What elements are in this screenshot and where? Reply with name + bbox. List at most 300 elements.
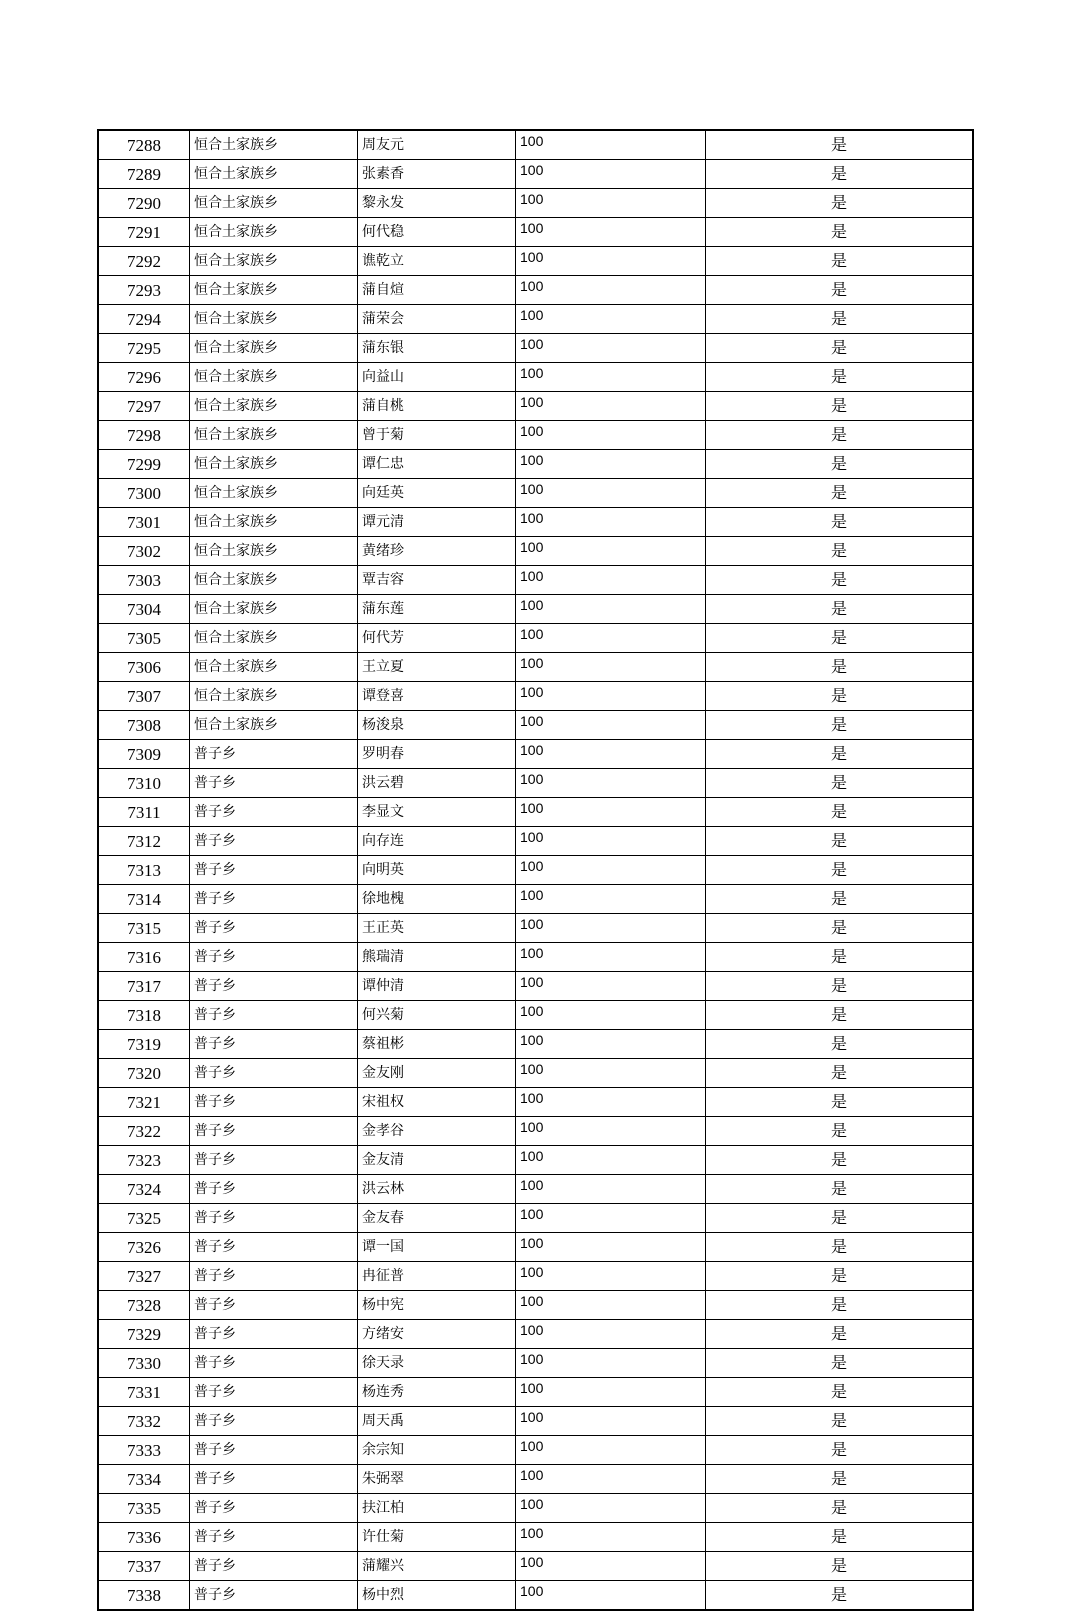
person-name-cell: 金友刚 xyxy=(358,1059,516,1088)
township-cell: 普子乡 xyxy=(190,1117,358,1146)
status-cell: 是 xyxy=(706,537,974,566)
table-body xyxy=(98,130,973,1610)
status-cell: 是 xyxy=(706,450,974,479)
status-cell: 是 xyxy=(706,1407,974,1436)
table-row xyxy=(98,1117,973,1146)
person-name-cell: 杨连秀 xyxy=(358,1378,516,1407)
status-cell: 是 xyxy=(706,1552,974,1581)
table-row xyxy=(98,1465,973,1494)
township-cell: 普子乡 xyxy=(190,1146,358,1175)
table-row xyxy=(98,479,973,508)
amount-cell: 100 xyxy=(516,1262,706,1291)
amount-cell: 100 xyxy=(516,972,706,1001)
data-table xyxy=(97,129,974,1611)
table-row xyxy=(98,189,973,218)
row-number-cell: 7293 xyxy=(98,276,190,305)
amount-cell: 100 xyxy=(516,160,706,189)
row-number-cell: 7306 xyxy=(98,653,190,682)
row-number-cell: 7304 xyxy=(98,595,190,624)
row-number-cell: 7305 xyxy=(98,624,190,653)
person-name-cell: 蒲荣会 xyxy=(358,305,516,334)
amount-cell: 100 xyxy=(516,1378,706,1407)
amount-cell: 100 xyxy=(516,682,706,711)
person-name-cell: 杨中宪 xyxy=(358,1291,516,1320)
person-name-cell: 向明英 xyxy=(358,856,516,885)
amount-cell: 100 xyxy=(516,624,706,653)
township-cell: 恒合土家族乡 xyxy=(190,653,358,682)
status-cell: 是 xyxy=(706,1523,974,1552)
table-row xyxy=(98,885,973,914)
township-cell: 恒合土家族乡 xyxy=(190,624,358,653)
status-cell: 是 xyxy=(706,798,974,827)
row-number-cell: 7330 xyxy=(98,1349,190,1378)
status-cell: 是 xyxy=(706,1059,974,1088)
table-row xyxy=(98,972,973,1001)
township-cell: 恒合土家族乡 xyxy=(190,218,358,247)
table-row xyxy=(98,1436,973,1465)
amount-cell: 100 xyxy=(516,1030,706,1059)
amount-cell: 100 xyxy=(516,450,706,479)
township-cell: 普子乡 xyxy=(190,1465,358,1494)
status-cell: 是 xyxy=(706,421,974,450)
township-cell: 普子乡 xyxy=(190,1349,358,1378)
row-number-cell: 7302 xyxy=(98,537,190,566)
amount-cell: 100 xyxy=(516,1001,706,1030)
table-row xyxy=(98,1523,973,1552)
status-cell: 是 xyxy=(706,1291,974,1320)
row-number-cell: 7328 xyxy=(98,1291,190,1320)
table-row xyxy=(98,1581,973,1611)
row-number-cell: 7297 xyxy=(98,392,190,421)
amount-cell: 100 xyxy=(516,1407,706,1436)
status-cell: 是 xyxy=(706,1204,974,1233)
row-number-cell: 7323 xyxy=(98,1146,190,1175)
amount-cell: 100 xyxy=(516,130,706,160)
status-cell: 是 xyxy=(706,1320,974,1349)
status-cell: 是 xyxy=(706,624,974,653)
person-name-cell: 罗明春 xyxy=(358,740,516,769)
amount-cell: 100 xyxy=(516,827,706,856)
amount-cell: 100 xyxy=(516,566,706,595)
table-row xyxy=(98,1320,973,1349)
status-cell: 是 xyxy=(706,740,974,769)
row-number-cell: 7316 xyxy=(98,943,190,972)
person-name-cell: 何代芳 xyxy=(358,624,516,653)
row-number-cell: 7329 xyxy=(98,1320,190,1349)
row-number-cell: 7295 xyxy=(98,334,190,363)
table-row xyxy=(98,421,973,450)
amount-cell: 100 xyxy=(516,1320,706,1349)
amount-cell: 100 xyxy=(516,1291,706,1320)
township-cell: 普子乡 xyxy=(190,1001,358,1030)
person-name-cell: 扶江柏 xyxy=(358,1494,516,1523)
township-cell: 普子乡 xyxy=(190,1581,358,1611)
person-name-cell: 向益山 xyxy=(358,363,516,392)
person-name-cell: 李显文 xyxy=(358,798,516,827)
table-row xyxy=(98,305,973,334)
table-row xyxy=(98,624,973,653)
township-cell: 普子乡 xyxy=(190,1291,358,1320)
amount-cell: 100 xyxy=(516,653,706,682)
amount-cell: 100 xyxy=(516,740,706,769)
person-name-cell: 蔡祖彬 xyxy=(358,1030,516,1059)
amount-cell: 100 xyxy=(516,1059,706,1088)
person-name-cell: 向存连 xyxy=(358,827,516,856)
row-number-cell: 7312 xyxy=(98,827,190,856)
row-number-cell: 7294 xyxy=(98,305,190,334)
status-cell: 是 xyxy=(706,827,974,856)
person-name-cell: 朱弼翠 xyxy=(358,1465,516,1494)
township-cell: 恒合土家族乡 xyxy=(190,276,358,305)
person-name-cell: 张素香 xyxy=(358,160,516,189)
status-cell: 是 xyxy=(706,218,974,247)
amount-cell: 100 xyxy=(516,218,706,247)
row-number-cell: 7301 xyxy=(98,508,190,537)
status-cell: 是 xyxy=(706,769,974,798)
row-number-cell: 7338 xyxy=(98,1581,190,1611)
person-name-cell: 曾于菊 xyxy=(358,421,516,450)
township-cell: 普子乡 xyxy=(190,856,358,885)
status-cell: 是 xyxy=(706,1494,974,1523)
table-row xyxy=(98,1349,973,1378)
table-row xyxy=(98,682,973,711)
township-cell: 普子乡 xyxy=(190,1320,358,1349)
status-cell: 是 xyxy=(706,972,974,1001)
status-cell: 是 xyxy=(706,276,974,305)
status-cell: 是 xyxy=(706,682,974,711)
table-row xyxy=(98,334,973,363)
row-number-cell: 7325 xyxy=(98,1204,190,1233)
table-row xyxy=(98,1001,973,1030)
township-cell: 普子乡 xyxy=(190,914,358,943)
amount-cell: 100 xyxy=(516,1494,706,1523)
row-number-cell: 7326 xyxy=(98,1233,190,1262)
person-name-cell: 谯乾立 xyxy=(358,247,516,276)
amount-cell: 100 xyxy=(516,363,706,392)
status-cell: 是 xyxy=(706,479,974,508)
table-row xyxy=(98,1088,973,1117)
table-row xyxy=(98,566,973,595)
status-cell: 是 xyxy=(706,1001,974,1030)
amount-cell: 100 xyxy=(516,885,706,914)
table-row xyxy=(98,653,973,682)
amount-cell: 100 xyxy=(516,595,706,624)
person-name-cell: 金孝谷 xyxy=(358,1117,516,1146)
person-name-cell: 周友元 xyxy=(358,130,516,160)
township-cell: 普子乡 xyxy=(190,798,358,827)
township-cell: 普子乡 xyxy=(190,1407,358,1436)
amount-cell: 100 xyxy=(516,1204,706,1233)
table-row xyxy=(98,1204,973,1233)
township-cell: 恒合土家族乡 xyxy=(190,247,358,276)
table-row xyxy=(98,1030,973,1059)
row-number-cell: 7291 xyxy=(98,218,190,247)
amount-cell: 100 xyxy=(516,1175,706,1204)
person-name-cell: 谭登喜 xyxy=(358,682,516,711)
person-name-cell: 金友清 xyxy=(358,1146,516,1175)
amount-cell: 100 xyxy=(516,769,706,798)
table-row xyxy=(98,537,973,566)
amount-cell: 100 xyxy=(516,421,706,450)
person-name-cell: 谭仁忠 xyxy=(358,450,516,479)
township-cell: 普子乡 xyxy=(190,1204,358,1233)
township-cell: 恒合土家族乡 xyxy=(190,479,358,508)
person-name-cell: 蒲东莲 xyxy=(358,595,516,624)
amount-cell: 100 xyxy=(516,537,706,566)
person-name-cell: 蒲自煊 xyxy=(358,276,516,305)
status-cell: 是 xyxy=(706,363,974,392)
status-cell: 是 xyxy=(706,334,974,363)
amount-cell: 100 xyxy=(516,711,706,740)
status-cell: 是 xyxy=(706,711,974,740)
row-number-cell: 7288 xyxy=(98,130,190,160)
township-cell: 恒合土家族乡 xyxy=(190,305,358,334)
table-row xyxy=(98,711,973,740)
row-number-cell: 7307 xyxy=(98,682,190,711)
table-row xyxy=(98,943,973,972)
row-number-cell: 7313 xyxy=(98,856,190,885)
status-cell: 是 xyxy=(706,1146,974,1175)
status-cell: 是 xyxy=(706,247,974,276)
row-number-cell: 7299 xyxy=(98,450,190,479)
person-name-cell: 蒲东银 xyxy=(358,334,516,363)
amount-cell: 100 xyxy=(516,1552,706,1581)
person-name-cell: 何兴菊 xyxy=(358,1001,516,1030)
row-number-cell: 7292 xyxy=(98,247,190,276)
row-number-cell: 7337 xyxy=(98,1552,190,1581)
row-number-cell: 7334 xyxy=(98,1465,190,1494)
status-cell: 是 xyxy=(706,1117,974,1146)
township-cell: 普子乡 xyxy=(190,1030,358,1059)
row-number-cell: 7336 xyxy=(98,1523,190,1552)
township-cell: 普子乡 xyxy=(190,1378,358,1407)
person-name-cell: 谭仲清 xyxy=(358,972,516,1001)
table-row xyxy=(98,1552,973,1581)
row-number-cell: 7290 xyxy=(98,189,190,218)
township-cell: 普子乡 xyxy=(190,1233,358,1262)
amount-cell: 100 xyxy=(516,798,706,827)
person-name-cell: 徐天录 xyxy=(358,1349,516,1378)
amount-cell: 100 xyxy=(516,1581,706,1611)
row-number-cell: 7298 xyxy=(98,421,190,450)
amount-cell: 100 xyxy=(516,914,706,943)
township-cell: 普子乡 xyxy=(190,885,358,914)
amount-cell: 100 xyxy=(516,189,706,218)
table-row xyxy=(98,1233,973,1262)
township-cell: 恒合土家族乡 xyxy=(190,566,358,595)
township-cell: 普子乡 xyxy=(190,943,358,972)
table-row xyxy=(98,856,973,885)
row-number-cell: 7309 xyxy=(98,740,190,769)
township-cell: 普子乡 xyxy=(190,1088,358,1117)
person-name-cell: 王立夏 xyxy=(358,653,516,682)
status-cell: 是 xyxy=(706,1349,974,1378)
table-row xyxy=(98,1291,973,1320)
person-name-cell: 杨浚泉 xyxy=(358,711,516,740)
table-row xyxy=(98,1146,973,1175)
amount-cell: 100 xyxy=(516,334,706,363)
township-cell: 恒合土家族乡 xyxy=(190,682,358,711)
person-name-cell: 熊瑞清 xyxy=(358,943,516,972)
amount-cell: 100 xyxy=(516,1146,706,1175)
person-name-cell: 黎永发 xyxy=(358,189,516,218)
table-row xyxy=(98,595,973,624)
amount-cell: 100 xyxy=(516,1088,706,1117)
row-number-cell: 7317 xyxy=(98,972,190,1001)
status-cell: 是 xyxy=(706,1175,974,1204)
status-cell: 是 xyxy=(706,885,974,914)
township-cell: 恒合土家族乡 xyxy=(190,189,358,218)
person-name-cell: 洪云碧 xyxy=(358,769,516,798)
status-cell: 是 xyxy=(706,1465,974,1494)
status-cell: 是 xyxy=(706,653,974,682)
township-cell: 普子乡 xyxy=(190,1436,358,1465)
amount-cell: 100 xyxy=(516,276,706,305)
person-name-cell: 许仕菊 xyxy=(358,1523,516,1552)
table-row xyxy=(98,130,973,160)
status-cell: 是 xyxy=(706,595,974,624)
table-row xyxy=(98,1378,973,1407)
person-name-cell: 洪云林 xyxy=(358,1175,516,1204)
township-cell: 普子乡 xyxy=(190,740,358,769)
person-name-cell: 方绪安 xyxy=(358,1320,516,1349)
person-name-cell: 黄绪珍 xyxy=(358,537,516,566)
status-cell: 是 xyxy=(706,914,974,943)
township-cell: 普子乡 xyxy=(190,1175,358,1204)
row-number-cell: 7318 xyxy=(98,1001,190,1030)
township-cell: 恒合土家族乡 xyxy=(190,450,358,479)
person-name-cell: 谭元清 xyxy=(358,508,516,537)
status-cell: 是 xyxy=(706,943,974,972)
amount-cell: 100 xyxy=(516,508,706,537)
person-name-cell: 何代稳 xyxy=(358,218,516,247)
amount-cell: 100 xyxy=(516,392,706,421)
township-cell: 恒合土家族乡 xyxy=(190,392,358,421)
status-cell: 是 xyxy=(706,1436,974,1465)
row-number-cell: 7289 xyxy=(98,160,190,189)
person-name-cell: 宋祖权 xyxy=(358,1088,516,1117)
row-number-cell: 7314 xyxy=(98,885,190,914)
status-cell: 是 xyxy=(706,189,974,218)
person-name-cell: 杨中烈 xyxy=(358,1581,516,1611)
amount-cell: 100 xyxy=(516,1523,706,1552)
row-number-cell: 7310 xyxy=(98,769,190,798)
table-row xyxy=(98,1059,973,1088)
amount-cell: 100 xyxy=(516,1349,706,1378)
row-number-cell: 7300 xyxy=(98,479,190,508)
person-name-cell: 向廷英 xyxy=(358,479,516,508)
table-row xyxy=(98,392,973,421)
row-number-cell: 7333 xyxy=(98,1436,190,1465)
table-row xyxy=(98,798,973,827)
township-cell: 普子乡 xyxy=(190,1262,358,1291)
township-cell: 恒合土家族乡 xyxy=(190,160,358,189)
row-number-cell: 7327 xyxy=(98,1262,190,1291)
township-cell: 普子乡 xyxy=(190,827,358,856)
amount-cell: 100 xyxy=(516,856,706,885)
table-row xyxy=(98,508,973,537)
row-number-cell: 7332 xyxy=(98,1407,190,1436)
township-cell: 恒合土家族乡 xyxy=(190,537,358,566)
status-cell: 是 xyxy=(706,1088,974,1117)
table-row xyxy=(98,160,973,189)
row-number-cell: 7324 xyxy=(98,1175,190,1204)
table-row xyxy=(98,276,973,305)
status-cell: 是 xyxy=(706,130,974,160)
person-name-cell: 覃吉容 xyxy=(358,566,516,595)
person-name-cell: 余宗知 xyxy=(358,1436,516,1465)
row-number-cell: 7335 xyxy=(98,1494,190,1523)
row-number-cell: 7296 xyxy=(98,363,190,392)
status-cell: 是 xyxy=(706,392,974,421)
status-cell: 是 xyxy=(706,305,974,334)
status-cell: 是 xyxy=(706,566,974,595)
person-name-cell: 蒲自桃 xyxy=(358,392,516,421)
township-cell: 恒合土家族乡 xyxy=(190,508,358,537)
township-cell: 普子乡 xyxy=(190,1494,358,1523)
table-row xyxy=(98,247,973,276)
township-cell: 恒合土家族乡 xyxy=(190,363,358,392)
row-number-cell: 7331 xyxy=(98,1378,190,1407)
table-row xyxy=(98,1494,973,1523)
person-name-cell: 徐地槐 xyxy=(358,885,516,914)
table-row xyxy=(98,1175,973,1204)
row-number-cell: 7322 xyxy=(98,1117,190,1146)
person-name-cell: 金友春 xyxy=(358,1204,516,1233)
table-row xyxy=(98,740,973,769)
row-number-cell: 7321 xyxy=(98,1088,190,1117)
table-row xyxy=(98,827,973,856)
row-number-cell: 7303 xyxy=(98,566,190,595)
table-row xyxy=(98,769,973,798)
amount-cell: 100 xyxy=(516,479,706,508)
amount-cell: 100 xyxy=(516,1465,706,1494)
table-row xyxy=(98,914,973,943)
person-name-cell: 蒲耀兴 xyxy=(358,1552,516,1581)
table-row xyxy=(98,1262,973,1291)
table-row xyxy=(98,218,973,247)
row-number-cell: 7308 xyxy=(98,711,190,740)
township-cell: 恒合土家族乡 xyxy=(190,595,358,624)
amount-cell: 100 xyxy=(516,247,706,276)
township-cell: 恒合土家族乡 xyxy=(190,711,358,740)
township-cell: 普子乡 xyxy=(190,769,358,798)
status-cell: 是 xyxy=(706,1030,974,1059)
table-row xyxy=(98,1407,973,1436)
person-name-cell: 王正英 xyxy=(358,914,516,943)
person-name-cell: 周天禹 xyxy=(358,1407,516,1436)
township-cell: 普子乡 xyxy=(190,1523,358,1552)
row-number-cell: 7320 xyxy=(98,1059,190,1088)
township-cell: 恒合土家族乡 xyxy=(190,130,358,160)
township-cell: 恒合土家族乡 xyxy=(190,334,358,363)
amount-cell: 100 xyxy=(516,943,706,972)
amount-cell: 100 xyxy=(516,1117,706,1146)
township-cell: 普子乡 xyxy=(190,1552,358,1581)
table-row xyxy=(98,363,973,392)
person-name-cell: 谭一国 xyxy=(358,1233,516,1262)
status-cell: 是 xyxy=(706,1581,974,1611)
status-cell: 是 xyxy=(706,1262,974,1291)
row-number-cell: 7311 xyxy=(98,798,190,827)
amount-cell: 100 xyxy=(516,305,706,334)
status-cell: 是 xyxy=(706,1378,974,1407)
township-cell: 普子乡 xyxy=(190,972,358,1001)
row-number-cell: 7315 xyxy=(98,914,190,943)
status-cell: 是 xyxy=(706,160,974,189)
status-cell: 是 xyxy=(706,1233,974,1262)
status-cell: 是 xyxy=(706,508,974,537)
